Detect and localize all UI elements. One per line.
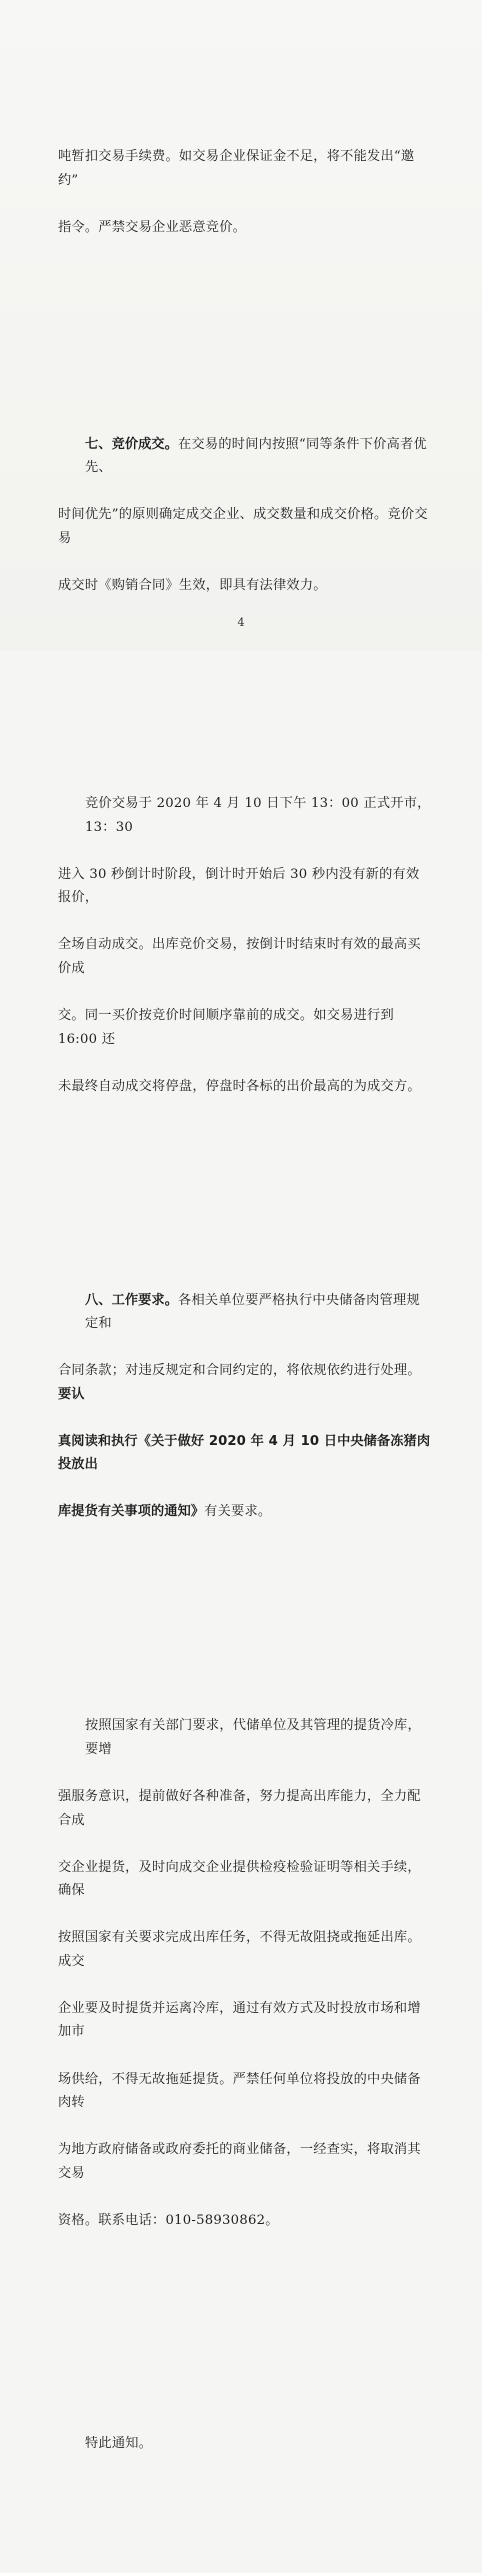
paragraph-line [58, 863, 432, 906]
emphasis-text: 真阅读和执行《关于做好 2020 年 4 月 10 日中央储备冻猪肉投放出 [58, 1433, 431, 1473]
paragraph-line [58, 1500, 432, 1524]
paragraph-p4 [58, 1241, 432, 1571]
paragraph-line [58, 1004, 432, 1047]
text-run: 企业要及时提货并运离冷库，通过有效方式及时投放市场和增加市 [58, 2000, 421, 2040]
text-run: 合同条款；对违反规定和合同约定的，将依规依约进行处理。 [58, 1363, 421, 1379]
text-run: 竞价交易于 2020 年 4 月 10 日下午 13：00 正式开市，13：30 [85, 796, 431, 835]
paragraph-line [58, 1997, 432, 2040]
text-run: 指令。严禁交易企业恶意竞价。 [58, 219, 247, 235]
text-run: 进入 30 秒倒计时阶段，倒计时开始后 30 秒内没有新的有效报价， [58, 866, 420, 906]
text-run: 吨暂扣交易手续费。如交易企业保证金不足，将不能发出“邀约” [58, 149, 415, 188]
paragraph-p3 [58, 745, 432, 1145]
section-heading: 八、工作要求。 [85, 1292, 179, 1308]
paragraph-line [58, 1075, 432, 1099]
document-body [58, 0, 432, 2573]
paragraph-line [58, 1289, 432, 1332]
paragraph-line [58, 1430, 432, 1473]
text-run: 按照国家有关要求完成出库任务，不得无故阻挠或拖延出库。成交 [58, 1930, 421, 1969]
text-run: 交。同一买价按竞价时间顺序靠前的成交。如交易进行到 16:00 还 [58, 1007, 399, 1047]
paragraph-p5 [58, 1667, 432, 2279]
text-run: 成交时《购销合同》生效，即具有法律效力。 [58, 578, 327, 594]
page-number: 4 [237, 616, 245, 629]
emphasis-text: 库提货有关事项的通知》 [58, 1504, 205, 1520]
paragraph-line [58, 1926, 432, 1969]
text-run: 未最终自动成交将停盘，停盘时各标的出价最高的为成交方。 [58, 1078, 421, 1094]
emphasis-text: 要认 [58, 1386, 85, 1402]
text-run: 时间优先”的原则确定成交企业、成交数量和成交价格。竞价交易 [58, 507, 428, 547]
text-run: 资格。联系电话：010-58930862。 [58, 2212, 279, 2228]
text-run: 为地方政府储备或政府委托的商业储备，一经查实，将取消其交易 [58, 2142, 421, 2181]
paragraph-p6 [58, 2385, 432, 2503]
paragraph-line [58, 145, 432, 188]
paragraph-line [58, 1359, 432, 1402]
paragraph-line [58, 792, 432, 835]
text-run: 有关要求。 [204, 1504, 272, 1520]
paragraph-line [58, 1714, 432, 1757]
paragraph-p1 [58, 98, 432, 286]
closing-text: 特此通知。 [85, 2435, 153, 2451]
text-run: 强服务意识，提前做好各种准备，努力提高出库能力，全力配合成 [58, 1789, 421, 1828]
paragraph-line [58, 574, 432, 598]
paragraph-line [58, 2138, 432, 2181]
text-run: 场供给，不得无故拖延提货。严禁任何单位将投放的中央储备肉转 [58, 2071, 421, 2111]
text-run: 各相关单位要严格执行中央储备肉管理规定和 [85, 1292, 420, 1332]
paragraph-line [58, 2209, 432, 2233]
paragraph-line [58, 933, 432, 976]
paragraph-line [58, 2432, 432, 2456]
section-heading: 七、竞价成交。 [85, 436, 179, 452]
text-run: 交企业提货，及时向成交企业提供检疫检验证明等相关手续，确保 [58, 1859, 421, 1899]
paragraph-line [58, 216, 432, 240]
paragraph-line [58, 503, 432, 547]
text-run: 按照国家有关部门要求，代储单位及其管理的提货冷库，要增 [85, 1718, 421, 1757]
text-run: 在交易的时间内按照“同等条件下价高者优先、 [85, 436, 427, 476]
paragraph-line [58, 433, 432, 476]
paragraph-line [58, 2068, 432, 2111]
paragraph-p2 [58, 386, 432, 645]
text-run: 全场自动成交。出库竞价交易，按倒计时结束时有效的最高买价成 [58, 937, 421, 976]
paragraph-line [58, 1785, 432, 1828]
paragraph-line [58, 1856, 432, 1899]
